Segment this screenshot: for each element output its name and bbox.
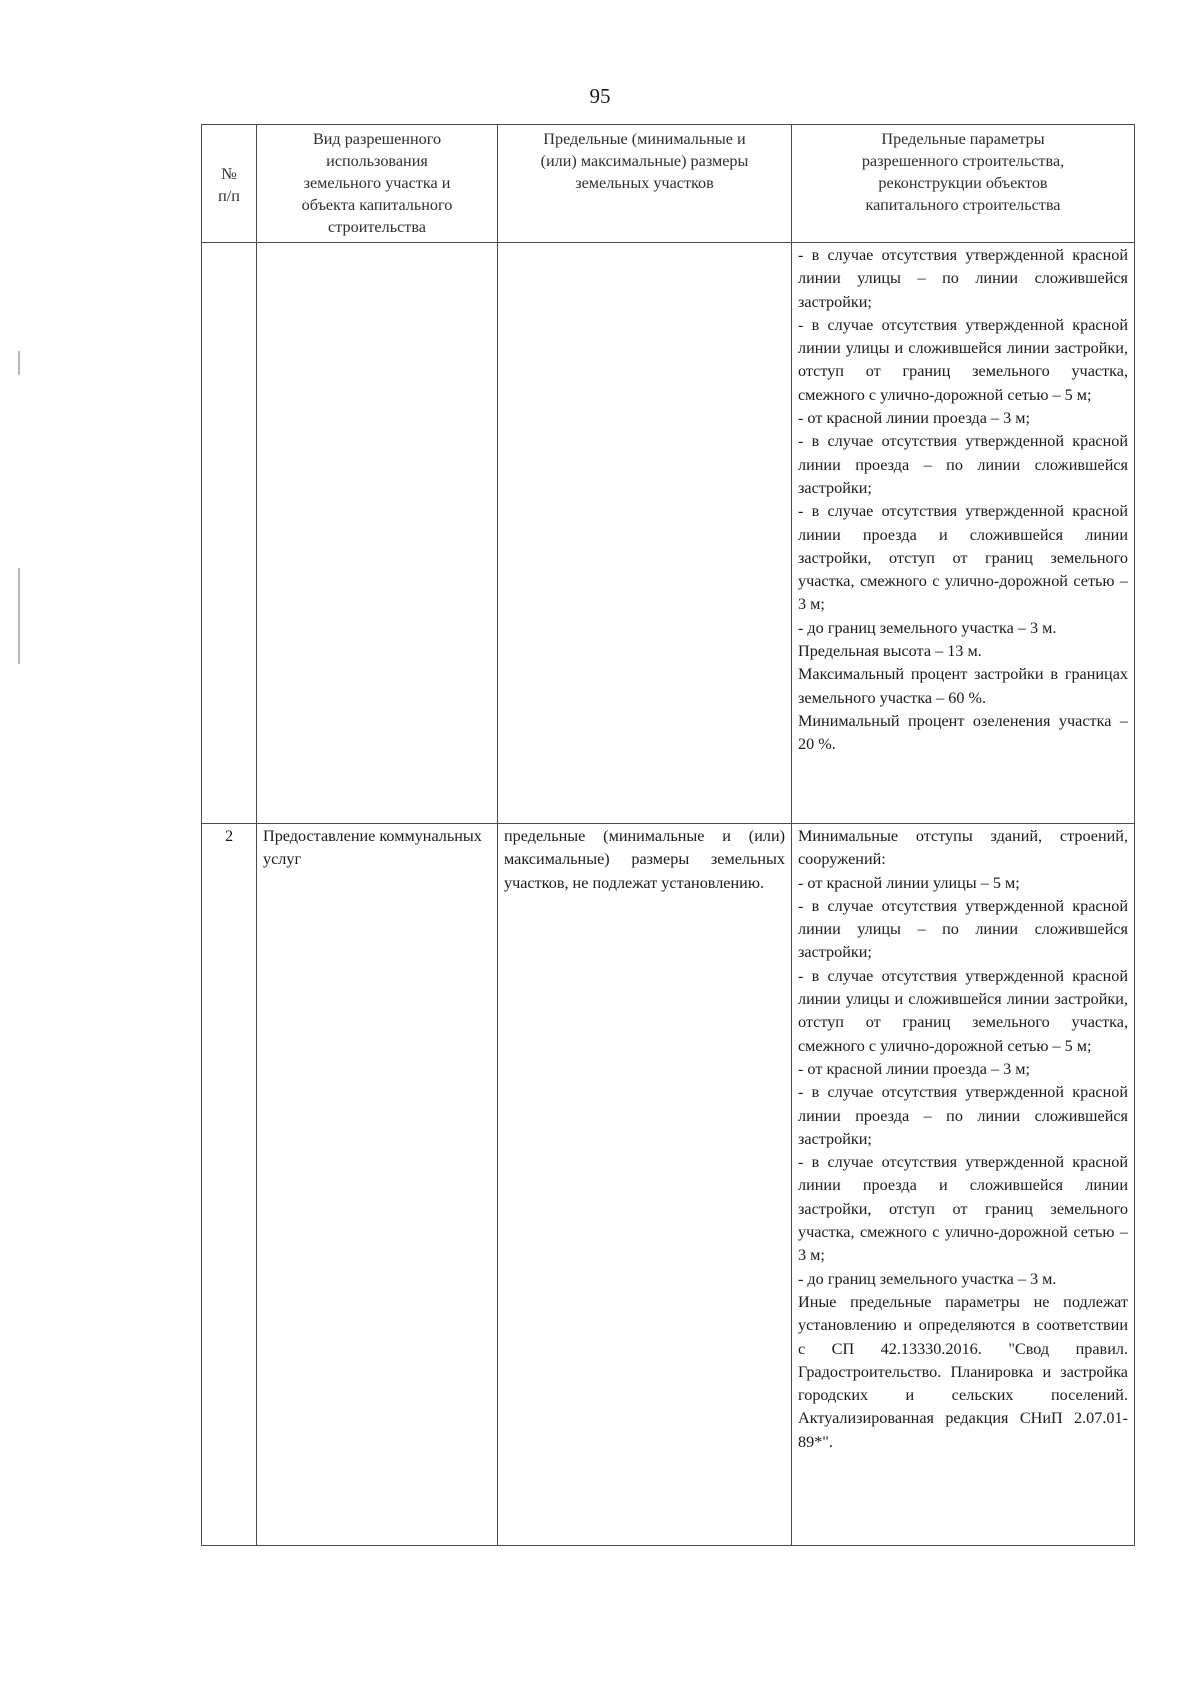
header-plot-sizes: Предельные (минимальные и (или) максимальные) размеры земельных участков	[498, 125, 792, 243]
header-number: № п/п	[202, 125, 257, 243]
table-header-row	[202, 125, 1135, 243]
header-use-type: Вид разрешенного использования земельного участка и объекта капитального строительства	[257, 125, 498, 243]
scan-edge-mark	[18, 351, 20, 375]
row-use-type	[257, 243, 498, 824]
page-number: 95	[589, 84, 611, 108]
regulations-table	[201, 124, 1135, 1546]
row-number	[202, 243, 257, 824]
header-parameters: Предельные параметры разрешенного строительства, реконструкции объектов капитального строительства	[792, 125, 1135, 243]
table-row	[202, 243, 1135, 824]
row-use-type: Предоставление коммунальных услуг	[257, 824, 498, 1546]
scan-edge-mark	[18, 568, 20, 664]
table-row	[202, 824, 1135, 1546]
row-plot-sizes	[498, 243, 792, 824]
row-parameters: - в случае отсутствия утвержденной красной линии улицы – по линии сложившейся застройки; - в случае отсутствия утвержденной красной линии улицы и сложившейся линии застройки, отступ от границ земельного участка, смежного с улично-дорожной сетью – 5 м; - от красной линии проезда – 3 м; - в случае отсутствия утвержденной красной линии проезда – по линии сложившейся застройки; - в случае отсутствия утвержденной красной линии проезда и сложившейся линии застройки, отступ от границ земельного участка, смежного с улично-дорожной сетью – 3 м; - до границ земельного участка – 3 м. Предельная высота – 13 м. Максимальный процент застройки в границах земельного участка – 60 %. Минимальный процент озеленения участка – 20 %.	[792, 243, 1135, 824]
row-number: 2	[202, 824, 257, 1546]
row-parameters: Минимальные отступы зданий, строений, сооружений: - от красной линии улицы – 5 м; - в случае отсутствия утвержденной красной линии улицы – по линии сложившейся застройки; - в случае отсутствия утвержденной красной линии улицы и сложившейся линии застройки, отступ от границ земельного участка, смежного с улично-дорожной сетью – 5 м; - от красной линии проезда – 3 м; - в случае отсутствия утвержденной красной линии проезда – по линии сложившейся застройки; - в случае отсутствия утвержденной красной линии проезда и сложившейся линии застройки, отступ от границ земельного участка, смежного с улично-дорожной сетью – 3 м; - до границ земельного участка – 3 м. Иные предельные параметры не подлежат установлению и определяются в соответствии с СП 42.13330.2016. "Свод правил. Градостроительство. Планировка и застройка городских и сельских поселений. Актуализированная редакция СНиП 2.07.01-89*".	[792, 824, 1135, 1546]
row-plot-sizes: предельные (минимальные и (или) максимальные) размеры земельных участков, не подлежат установлению.	[498, 824, 792, 1546]
